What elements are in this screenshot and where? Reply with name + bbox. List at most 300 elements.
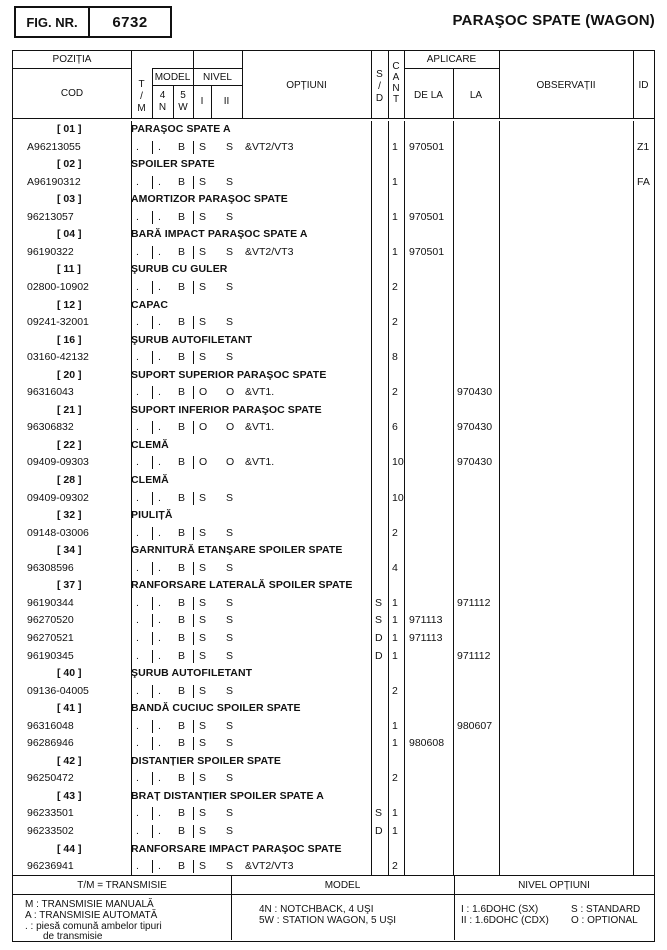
quantity: 2 (392, 772, 398, 785)
tm-common-marker: . (136, 526, 139, 539)
figure-number-box (14, 6, 172, 38)
tm-common-marker: . (136, 649, 139, 662)
nivel-2-value: S (226, 561, 234, 574)
position-number: [ 12 ] (57, 298, 82, 311)
nivel-1-value: S (199, 526, 207, 539)
position-row (13, 542, 654, 560)
nivel-2-value: S (226, 737, 234, 750)
model-divider (152, 597, 153, 610)
model-divider (152, 386, 153, 399)
part-row (13, 279, 654, 297)
nivel-2-value: S (226, 772, 234, 785)
nivel-2-value: O (226, 421, 235, 434)
option-code: &VT1. (245, 386, 275, 399)
nivel-divider (193, 281, 194, 294)
tm-common-marker: . (136, 860, 139, 873)
nivel-1-value: S (199, 175, 207, 188)
nivel-legend-standard: S : STANDARD (571, 904, 641, 915)
nivel-divider (193, 685, 194, 698)
part-row (13, 648, 654, 666)
tm-common-marker: . (136, 772, 139, 785)
position-number: [ 28 ] (57, 474, 82, 486)
parts-table (12, 50, 655, 942)
figure-label: FIG. NR. (16, 8, 90, 36)
model-divider (152, 176, 153, 189)
part-name: ŞURUB AUTOFILETANT (131, 333, 253, 346)
part-row (13, 454, 654, 472)
part-row (13, 244, 654, 262)
page-title: PARAŞOC SPATE (WAGON) (452, 12, 655, 29)
nivel-2-value: S (226, 245, 234, 258)
tm-common-marker: . (136, 491, 139, 504)
nivel-divider (193, 772, 194, 785)
model-5w-value: B (178, 631, 186, 644)
model-4n-marker: . (158, 825, 161, 837)
model-4n-marker: . (158, 860, 161, 873)
tm-common-marker: . (136, 807, 139, 820)
quantity: 2 (392, 316, 398, 329)
tm-common-marker: . (136, 456, 139, 469)
model-divider (152, 632, 153, 645)
nivel-1-value: S (199, 596, 207, 609)
sd-header: S / D (375, 69, 384, 104)
part-row (13, 525, 654, 543)
tm-legend-line-1: M : TRANSMISIE MANUALĂ (25, 899, 154, 910)
quantity: 2 (392, 280, 398, 293)
nivel-divider (193, 825, 194, 838)
model-5w-value: B (178, 140, 186, 153)
model-divider (152, 860, 153, 873)
valid-from: 971113 (409, 614, 443, 627)
table-header (13, 51, 654, 119)
part-code: 03160-42132 (27, 351, 89, 364)
model-divider (152, 456, 153, 469)
model-4n-marker: . (158, 631, 161, 644)
quantity: 1 (392, 140, 398, 153)
la-header: LA (469, 90, 483, 101)
part-name: GARNITURĂ ETANŞARE SPOILER SPATE (131, 544, 343, 557)
position-row (13, 788, 654, 806)
nivel-1-value: S (199, 561, 207, 574)
nivel-divider (193, 562, 194, 575)
tm-common-marker: . (136, 561, 139, 574)
valid-from: 970501 (409, 210, 445, 223)
quantity: 1 (392, 210, 398, 223)
nivel-2-value: S (226, 210, 234, 223)
cant-header: C A N T (392, 61, 400, 105)
position-number: [ 01 ] (57, 123, 82, 135)
model-4n-marker: . (158, 737, 161, 750)
part-code: 96308596 (27, 561, 74, 574)
valid-from: 970501 (409, 245, 445, 258)
part-name: ŞURUB CU GULER (131, 263, 228, 276)
part-row (13, 314, 654, 332)
option-code: &VT2/VT3 (245, 860, 294, 873)
nivel-divider (193, 141, 194, 154)
nivel-legend-title: NIVEL OPȚIUNI (518, 880, 590, 891)
nivel-1-value: S (199, 140, 207, 153)
model-5w-value: B (178, 596, 186, 609)
tm-common-marker: . (136, 175, 139, 188)
model-4n-marker: . (158, 140, 161, 153)
nivel-divider (193, 807, 194, 820)
part-code: 96233502 (27, 825, 74, 837)
nivel-1-value: S (199, 649, 207, 662)
de-la-header: DE LA (414, 90, 443, 101)
option-code: &VT1. (245, 421, 275, 434)
tm-common-marker: . (136, 684, 139, 697)
model-divider (152, 772, 153, 785)
quantity: 1 (392, 737, 398, 750)
nivel-legend-line-1: I : 1.6DOHC (SX) (461, 904, 539, 915)
nivel-divider (193, 650, 194, 663)
nivel-1-value: S (199, 351, 207, 364)
part-row (13, 490, 654, 508)
position-row (13, 367, 654, 385)
part-name: PARAŞOC SPATE A (131, 123, 231, 135)
tm-common-marker: . (136, 245, 139, 258)
position-row (13, 261, 654, 279)
side-value: D (375, 649, 383, 662)
valid-from: 980608 (409, 737, 445, 750)
position-row (13, 191, 654, 209)
part-row (13, 595, 654, 613)
part-row (13, 560, 654, 578)
valid-to: 970430 (457, 386, 493, 399)
option-code: &VT1. (245, 456, 275, 469)
position-row (13, 841, 654, 859)
part-name: CAPAC (131, 298, 169, 311)
part-row (13, 612, 654, 630)
quantity: 8 (392, 351, 398, 364)
quantity: 1 (392, 175, 398, 188)
position-row (13, 507, 654, 525)
model-4n-marker: . (158, 491, 161, 504)
model-4n-marker: . (158, 245, 161, 258)
tm-common-marker: . (136, 280, 139, 293)
quantity: 2 (392, 386, 398, 399)
model-4n-marker: . (158, 596, 161, 609)
model-5w-value: B (178, 386, 186, 399)
position-number: [ 34 ] (57, 544, 82, 557)
part-code: 96233501 (27, 807, 74, 820)
valid-to: 971112 (457, 596, 491, 609)
position-row (13, 402, 654, 420)
part-row (13, 683, 654, 701)
position-row (13, 753, 654, 771)
model-divider (152, 351, 153, 364)
part-row (13, 419, 654, 437)
model-4n-marker: . (158, 526, 161, 539)
model-5w-value: B (178, 175, 186, 188)
part-row (13, 823, 654, 841)
nivel-1-value: S (199, 719, 207, 732)
nivel-divider (193, 720, 194, 733)
nivel-1-value: O (199, 386, 208, 399)
valid-to: 971112 (457, 649, 491, 662)
part-name: PIULIȚĂ (131, 509, 173, 522)
tm-legend-line-3: . : piesă comună ambelor tipuri (25, 921, 162, 932)
part-row (13, 858, 654, 876)
nivel-1-header: I (200, 96, 204, 107)
position-row (13, 297, 654, 315)
nivel-1-value: S (199, 631, 207, 644)
part-name: ŞURUB AUTOFILETANT (131, 667, 253, 680)
tm-common-marker: . (136, 351, 139, 364)
model-4n-marker: . (158, 456, 161, 469)
nivel-2-value: S (226, 175, 234, 188)
position-row (13, 121, 654, 139)
position-number: [ 37 ] (57, 579, 82, 592)
nivel-2-value: S (226, 351, 234, 364)
model-divider (152, 141, 153, 154)
model-divider (152, 211, 153, 224)
nivel-divider (193, 632, 194, 645)
model-divider (152, 825, 153, 838)
nivel-divider (193, 211, 194, 224)
option-code: &VT2/VT3 (245, 245, 294, 258)
part-row (13, 139, 654, 157)
part-code: 09409-09303 (27, 456, 89, 469)
part-row (13, 718, 654, 736)
nivel-divider (193, 860, 194, 873)
model-4n-marker: . (158, 421, 161, 434)
model-divider (152, 737, 153, 750)
part-code: 09136-04005 (27, 684, 89, 697)
tm-header: T / M (137, 79, 146, 114)
observatii-header: OBSERVAȚII (536, 80, 596, 91)
tm-common-marker: . (136, 316, 139, 329)
side-value: S (375, 596, 383, 609)
nivel-2-header: II (223, 96, 230, 107)
nivel-1-value: S (199, 316, 207, 329)
part-name: SPOILER SPATE (131, 158, 215, 171)
model-divider (152, 685, 153, 698)
nivel-divider (193, 456, 194, 469)
position-number: [ 21 ] (57, 403, 82, 416)
model-5w-value: B (178, 719, 186, 732)
part-row (13, 349, 654, 367)
quantity: 2 (392, 684, 398, 697)
model-divider (152, 807, 153, 820)
side-value: S (375, 614, 383, 627)
nivel-1-value: S (199, 860, 207, 873)
valid-to: 970430 (457, 456, 493, 469)
nivel-divider (193, 737, 194, 750)
nivel-1-value: S (199, 614, 207, 627)
model-legend-title: MODEL (324, 880, 361, 891)
part-row (13, 384, 654, 402)
model-5w-value: B (178, 421, 186, 434)
quantity: 1 (392, 825, 398, 837)
model-5w-value: B (178, 210, 186, 223)
model-header: MODEL (154, 72, 191, 83)
position-row (13, 700, 654, 718)
model-4n-marker: . (158, 175, 161, 188)
valid-from: 971113 (409, 631, 443, 644)
model-4n-marker: . (158, 561, 161, 574)
side-value: S (375, 807, 383, 820)
model-4n-marker: . (158, 772, 161, 785)
part-row (13, 735, 654, 753)
nivel-divider (193, 597, 194, 610)
model-divider (152, 650, 153, 663)
part-name: RANFORSARE LATERALĂ SPOILER SPATE (131, 579, 353, 592)
cod-header: COD (60, 88, 84, 99)
nivel-divider (193, 386, 194, 399)
quantity: 1 (392, 631, 398, 644)
tm-legend-title: T/M = TRANSMISIE (77, 880, 167, 891)
nivel-2-value: O (226, 386, 235, 399)
tm-common-marker: . (136, 596, 139, 609)
id-code: Z1 (637, 140, 650, 153)
model-legend-line-1: 4N : NOTCHBACK, 4 UŞI (259, 904, 374, 915)
part-name: BARĂ IMPACT PARAŞOC SPATE A (131, 228, 308, 241)
part-code: 96236941 (27, 860, 74, 873)
model-5w-value: B (178, 807, 186, 820)
part-row (13, 209, 654, 227)
model-5w-header: 5 W (178, 90, 188, 113)
id-code: FA (637, 175, 650, 188)
model-4n-marker: . (158, 316, 161, 329)
quantity: 1 (392, 596, 398, 609)
position-row (13, 332, 654, 350)
model-legend-line-2: 5W : STATION WAGON, 5 UŞI (259, 915, 397, 926)
nivel-2-value: S (226, 596, 234, 609)
nivel-1-value: S (199, 825, 207, 837)
model-5w-value: B (178, 684, 186, 697)
model-5w-value: B (178, 526, 186, 539)
model-5w-value: B (178, 772, 186, 785)
model-divider (152, 281, 153, 294)
position-number: [ 20 ] (57, 368, 82, 381)
figure-number: 6732 (112, 13, 148, 31)
part-code: 96190345 (27, 649, 74, 662)
part-row (13, 174, 654, 192)
table-body (13, 121, 654, 881)
position-number: [ 11 ] (57, 263, 81, 276)
tm-common-marker: . (136, 825, 139, 837)
part-code: 96316043 (27, 386, 74, 399)
quantity: 1 (392, 719, 398, 732)
quantity: 2 (392, 860, 398, 873)
nivel-2-value: O (226, 456, 235, 469)
position-number: [ 16 ] (57, 333, 82, 346)
nivel-1-value: S (199, 245, 207, 258)
quantity: 6 (392, 421, 398, 434)
nivel-1-value: O (199, 456, 208, 469)
model-5w-value: B (178, 456, 186, 469)
model-4n-marker: . (158, 386, 161, 399)
nivel-2-value: S (226, 491, 234, 504)
model-5w-value: B (178, 245, 186, 258)
position-row (13, 577, 654, 595)
nivel-2-value: S (226, 280, 234, 293)
nivel-1-value: O (199, 421, 208, 434)
part-code: 96190344 (27, 596, 74, 609)
nivel-legend-optional: O : OPTIONAL (571, 915, 638, 926)
tm-common-marker: . (136, 631, 139, 644)
part-code: 96190322 (27, 245, 74, 258)
part-name: BRAȚ DISTANȚIER SPOILER SPATE A (131, 789, 324, 802)
part-code: 96213057 (27, 210, 74, 223)
nivel-1-value: S (199, 772, 207, 785)
model-divider (152, 614, 153, 627)
part-row (13, 630, 654, 648)
nivel-divider (193, 527, 194, 540)
id-header: ID (638, 80, 649, 91)
model-5w-value: B (178, 351, 186, 364)
aplicare-header: APLICARE (426, 54, 477, 65)
model-divider (152, 316, 153, 329)
position-row (13, 665, 654, 683)
side-value: D (375, 825, 383, 837)
model-5w-value: B (178, 825, 186, 837)
model-divider (152, 562, 153, 575)
part-name: SUPORT SUPERIOR PARAŞOC SPATE (131, 368, 327, 381)
nivel-divider (193, 246, 194, 259)
model-4n-marker: . (158, 719, 161, 732)
pozitia-header: POZIȚIA (52, 54, 92, 65)
position-number: [ 02 ] (57, 158, 82, 171)
part-code: A96213055 (27, 140, 81, 153)
model-5w-value: B (178, 561, 186, 574)
part-code: 96286946 (27, 737, 74, 750)
position-row (13, 472, 654, 490)
nivel-2-value: S (226, 140, 234, 153)
nivel-divider (193, 176, 194, 189)
model-5w-value: B (178, 316, 186, 329)
model-4n-marker: . (158, 210, 161, 223)
position-number: [ 22 ] (57, 438, 82, 451)
quantity: 10 (392, 491, 404, 504)
valid-from: 970501 (409, 140, 445, 153)
nivel-2-value: S (226, 631, 234, 644)
quantity: 10 (392, 456, 404, 469)
valid-to: 980607 (457, 719, 493, 732)
part-code: 09409-09302 (27, 491, 89, 504)
position-number: [ 03 ] (57, 193, 82, 206)
tm-common-marker: . (136, 140, 139, 153)
model-5w-value: B (178, 491, 186, 504)
nivel-divider (193, 316, 194, 329)
tm-common-marker: . (136, 210, 139, 223)
position-number: [ 32 ] (57, 509, 82, 522)
position-number: [ 43 ] (57, 789, 82, 802)
position-number: [ 44 ] (57, 842, 82, 855)
model-4n-marker: . (158, 684, 161, 697)
position-number: [ 42 ] (57, 754, 82, 767)
part-code: 02800-10902 (27, 280, 89, 293)
part-code: 96270520 (27, 614, 74, 627)
tm-legend-line-2: A : TRANSMISIE AUTOMATĂ (25, 910, 158, 921)
model-divider (152, 421, 153, 434)
model-divider (152, 492, 153, 505)
legend-footer (13, 875, 654, 941)
model-5w-value: B (178, 280, 186, 293)
part-name: AMORTIZOR PARAŞOC SPATE (131, 193, 288, 206)
nivel-legend-line-2: II : 1.6DOHC (CDX) (461, 915, 549, 926)
part-code: 09148-03006 (27, 526, 89, 539)
model-4n-marker: . (158, 280, 161, 293)
valid-to: 970430 (457, 421, 493, 434)
model-5w-value: B (178, 737, 186, 750)
nivel-2-value: S (226, 825, 234, 837)
quantity: 4 (392, 561, 398, 574)
model-4n-marker: . (158, 614, 161, 627)
part-name: RANFORSARE IMPACT PARAŞOC SPATE (131, 842, 342, 855)
quantity: 2 (392, 526, 398, 539)
